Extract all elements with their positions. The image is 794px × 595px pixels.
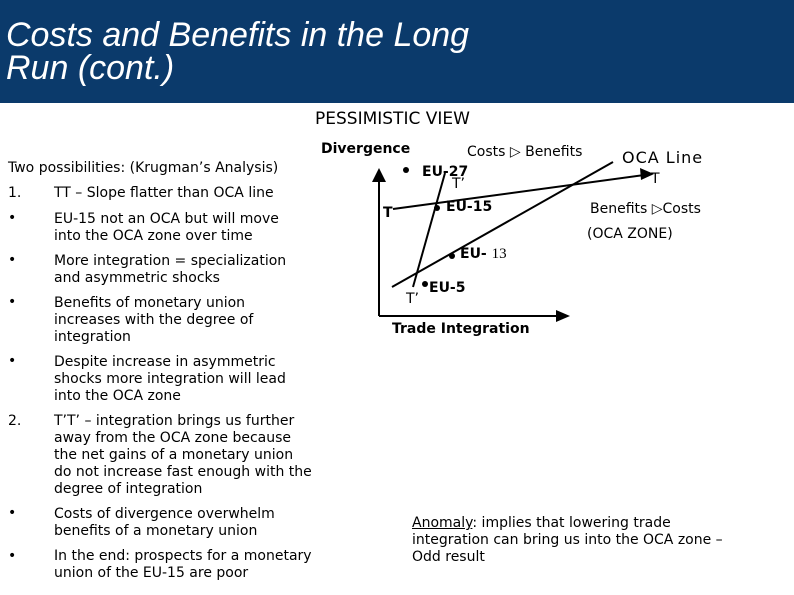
list-item-4: Benefits of monetary union increases with the degree of integration [54, 295, 254, 345]
list-item-3: More integration = specialization and asymmetric shocks [54, 253, 287, 286]
point-eu-13 [449, 253, 455, 259]
list-item-7: Costs of divergence overwhelm benefits of a monetary union [54, 506, 275, 539]
oca-line-label: OCA Line [622, 148, 704, 167]
anomaly-note: Anomaly: implies that lowering trade integration can bring us into the OCA zone – Odd result [412, 515, 723, 565]
x-axis-arrowhead [556, 310, 570, 322]
eu-15-label: EU-15 [446, 199, 493, 215]
list-item-8: In the end: prospects for a monetary union of the EU-15 are poor [54, 548, 312, 581]
tprime-bottom-label: T’ [406, 291, 420, 307]
y-axis-arrowhead [372, 168, 386, 182]
point-eu-27 [403, 167, 409, 173]
list-marker-1: 1. [8, 185, 22, 201]
x-axis-label: Trade Integration [392, 321, 530, 337]
list-marker-3: • [8, 252, 17, 268]
pessimistic-view-heading: PESSIMISTIC VIEW [315, 109, 470, 129]
benefits-gt-costs-label: Benefits ▷Costs [590, 201, 701, 217]
tprime-top-label: T’ [452, 176, 466, 192]
list-marker-6: 2. [8, 413, 22, 429]
list-marker-8: • [8, 548, 17, 564]
list-item-5: Despite increase in asymmetric shocks more integration will lead into the OCA zone [54, 354, 286, 404]
oca-zone-label: (OCA ZONE) [587, 226, 673, 242]
list-marker-2: • [8, 210, 17, 226]
point-eu-5 [422, 281, 428, 287]
eu-5-label: EU-5 [429, 280, 466, 296]
list-marker-4: • [8, 294, 17, 310]
t-left-label: T [383, 205, 393, 221]
slide-title-line-1: Costs and Benefits in the Long [6, 16, 470, 54]
eu-27-label: EU-27 [422, 164, 469, 180]
list-marker-7: • [8, 505, 17, 521]
intro-text: Two possibilities: (Krugman’s Analysis) [8, 160, 279, 176]
costs-gt-benefits-label: Costs ▷ Benefits [467, 144, 583, 160]
list-marker-5: • [8, 353, 17, 369]
t-right-label: T [651, 171, 660, 187]
list-item-1: TT – Slope flatter than OCA line [54, 185, 274, 201]
y-axis-label: Divergence [321, 141, 411, 157]
slide-title-line-2: Run (cont.) [6, 49, 175, 87]
list-item-2: EU-15 not an OCA but will move into the OCA zone over time [54, 211, 279, 244]
anomaly-label: Anomaly [412, 515, 473, 531]
point-eu-15 [434, 205, 440, 211]
list-item-6: T’T’ – integration brings us further away from the OCA zone because the net gains of a monetary union do not increase fast enough with the degree of integration [54, 413, 312, 497]
eu-13-label: EU- 13 [460, 246, 507, 262]
tprime-line [413, 173, 445, 287]
